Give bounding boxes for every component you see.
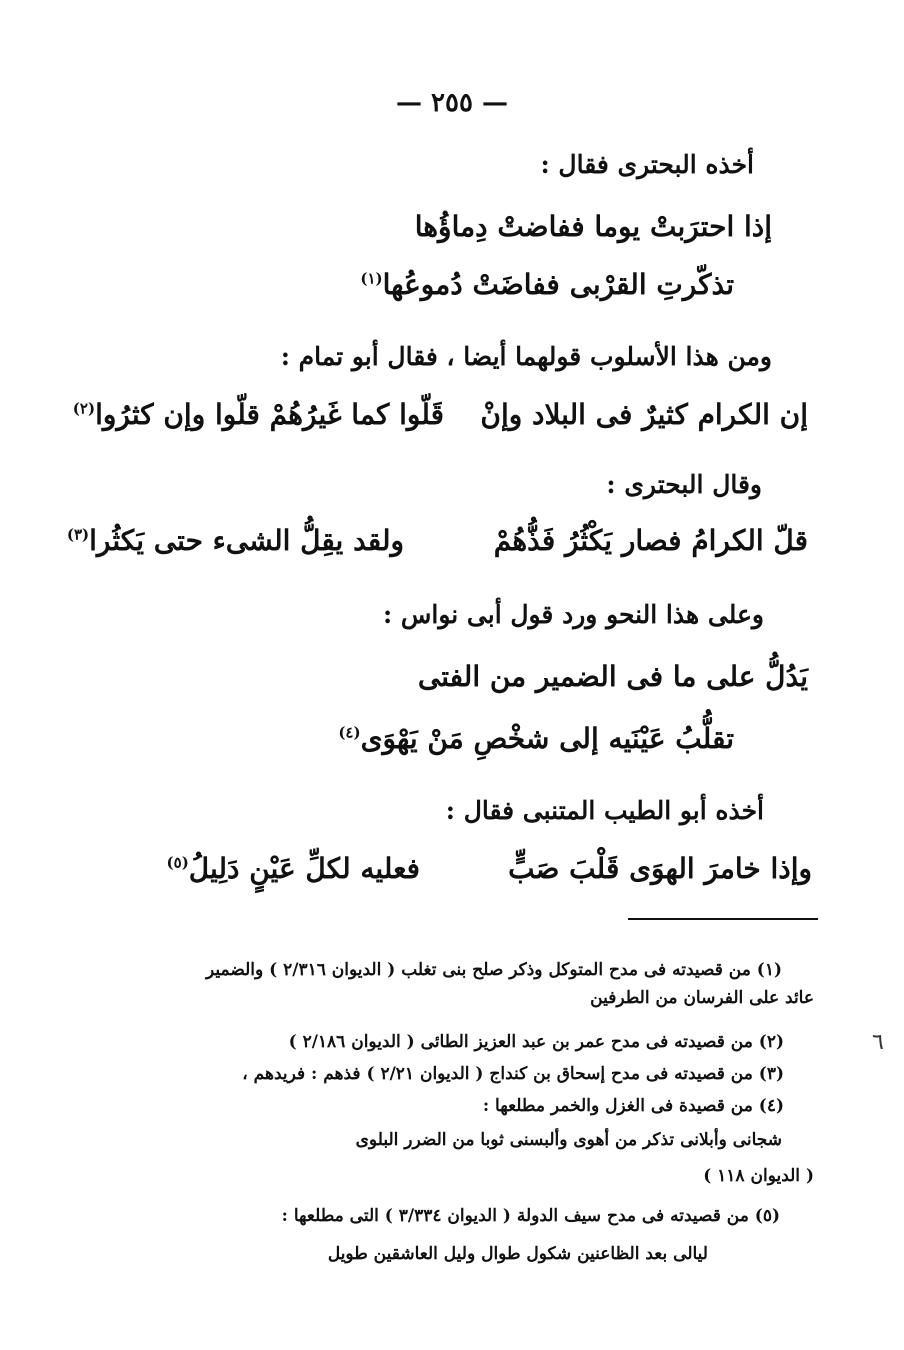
intro-line-buhturi: أخذه البحترى فقال : xyxy=(540,150,754,179)
footnote-ref-2: (٢) xyxy=(72,399,96,418)
footnote-4-verse: شجانى وأبلانى تذكر من أهوى وألبسنى ثوبا من الضرر البلوى xyxy=(355,1130,782,1150)
footnote-4-source: ( الديوان ١١٨ ) xyxy=(703,1166,814,1186)
footnote-divider xyxy=(628,918,818,920)
intro-line-abu-nuwas: وعلى هذا النحو ورد قول أبى نواس : xyxy=(382,600,764,629)
footnote-ref-4: (٤) xyxy=(338,723,361,742)
verse-hemistich-left xyxy=(167,852,420,885)
verse-hemistich-left xyxy=(67,524,404,557)
footnote-1: (١) من قصيدته فى مدح المتوكل وذكر صلح بنى تغلب ( الديوان ٢/٣١٦ ) والضمير xyxy=(206,960,782,980)
footnote-5-verse: ليالى بعد الظاعنين شكول طوال وليل العاشقين طويل xyxy=(327,1244,708,1264)
footnote-ref-3: (٣) xyxy=(66,525,90,544)
footnote-2: (٢) من قصيدته فى مدح عمر بن عبد العزيز الطائى ( الديوان ٢/١٨٦ ) xyxy=(288,1032,784,1052)
intro-line-mutanabbi: أخذه أبو الطيب المتنبى فقال : xyxy=(445,796,764,825)
footnote-ref-1: (١) xyxy=(360,269,383,288)
footnote-1-cont: عائد على الفرسان من الطرفين xyxy=(590,988,814,1008)
verse-line-2 xyxy=(360,268,734,301)
footnote-ref-5: (٥) xyxy=(166,853,189,872)
verse-hemistich-right: قلّ الكرامُ فصار يَكْثُرُ فَذُّهُمْ xyxy=(493,524,808,557)
verse-text: تقلُّبُ عَيْنَيه إلى شخْصِ مَنْ يَهْوَى xyxy=(360,722,734,755)
footnote-5: (٥) من قصيدته فى مدح سيف الدولة ( الديوان ٣/٣٣٤ ) التى مطلعها : xyxy=(281,1206,780,1226)
verse-text: ولقد يقِلُّ الشىء حتى يَكثُرا xyxy=(89,524,404,557)
footnote-3: (٣) من قصيدته فى مدح إسحاق بن كنداج ( الديوان ٢/٢١ ) فذهم : فريدهم ، xyxy=(242,1064,784,1084)
verse-line-4 xyxy=(338,722,734,755)
verse-hemistich-right: وإذا خامرَ الهوَى قَلْبَ صَبٍّ xyxy=(508,852,812,885)
verse-line-3: يَدُلُّ على ما فى الضمير من الفتى xyxy=(417,660,808,693)
verse-text: تذكّرتِ القرْبى ففاضَتْ دُموعُها xyxy=(382,268,734,301)
margin-mark: ٦ xyxy=(872,1030,884,1055)
verse-hemistich-right: إن الكرام كثيرٌ فى البلاد وإنْ xyxy=(480,398,808,431)
page-number: — ٢٥٥ — xyxy=(395,88,509,118)
intro-line-abu-tammam: ومن هذا الأسلوب قولهما أيضا ، فقال أبو تمام : xyxy=(280,342,772,371)
verse-hemistich-left xyxy=(73,398,444,431)
intro-line-buhturi-2: وقال البحترى : xyxy=(606,470,762,499)
verse-line-1: إذا احترَبتْ يوما ففاضتْ دِماؤُها xyxy=(414,210,772,243)
verse-text: قَلّوا كما غَيرُهُمْ قلّوا وإن كثرُوا xyxy=(95,398,444,431)
verse-text: فعليه لكلِّ عَيْنٍ دَلِيلُ xyxy=(188,852,420,885)
footnote-4: (٤) من قصيدة فى الغزل والخمر مطلعها : xyxy=(482,1096,784,1116)
